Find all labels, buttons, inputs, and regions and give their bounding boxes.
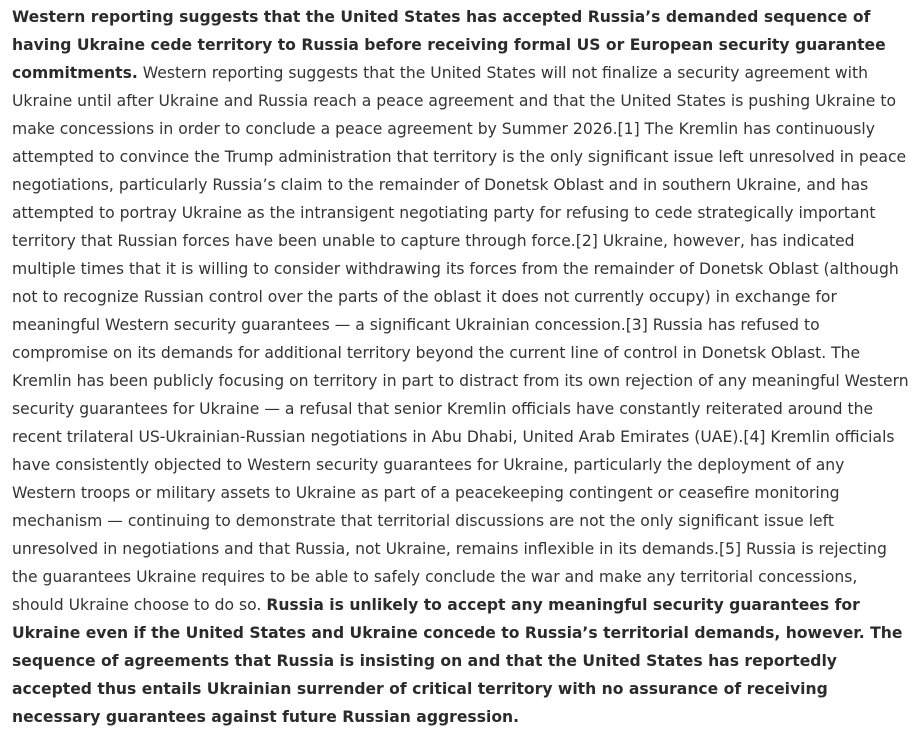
closing-bold-text: Russia is unlikely to accept any meaningful security guarantees for Ukraine even if the United States and Ukraine concede to Russia’s territorial demands, however. The sequence of agreements that Russia is insisting on and that the United States has reportedly accepted thus entails Ukrainian surrender of critical territory with no assurance of receiving necessary guarantees against future Russian aggression. [12,596,903,726]
lead-bold-text: Western reporting suggests that the United States has accepted Russia’s demanded sequence of having Ukraine cede territory to Russia before receiving formal US or European security guarantee commitments. [12,8,886,82]
article-paragraph [12,3,913,731]
body-text: Western reporting suggests that the United States will not finalize a security agreement with Ukraine until after Ukraine and Russia reach a peace agreement and that the United States is pushing Ukraine to make concessions in order to conclude a peace agreement by Summer 2026.[1] The Kremlin has continuously attempted to convince the Trump administration that territory is the only significant issue left unresolved in peace negotiations, particularly Russia’s claim to the remainder of Donetsk Oblast and in southern Ukraine, and has attempted to portray Ukraine as the intransigent negotiating party for refusing to cede strategically important territory that Russian forces have been unable to capture through force.[2] Ukraine, however, has indicated multiple times that it is willing to consider withdrawing its forces from the remainder of Donetsk Oblast (although not to recognize Russian control over the parts of the oblast it does not currently occupy) in exchange for meaningful Western security guarantees — a significant Ukrainian concession.[3] Russia has refused to compromise on its demands for additional territory beyond the current line of control in Donetsk Oblast. The Kremlin has been publicly focusing on territory in part to distract from its own rejection of any meaningful Western security guarantees for Ukraine — a refusal that senior Kremlin officials have constantly reiterated around the recent trilateral US-Ukrainian-Russian negotiations in Abu Dhabi, United Arab Emirates (UAE).[4] Kremlin officials have consistently objected to Western security guarantees for Ukraine, particularly the deployment of any Western troops or military assets to Ukraine as part of a peacekeeping contingent or ceasefire monitoring mechanism — continuing to demonstrate that territorial discussions are not the only significant issue left unresolved in negotiations and that Russia, not Ukraine, remains inflexible in its demands.[5] Russia is rejecting the guarantees Ukraine requires to be able to safely conclude the war and make any territorial concessions, should Ukraine choose to do so. [12,64,909,614]
